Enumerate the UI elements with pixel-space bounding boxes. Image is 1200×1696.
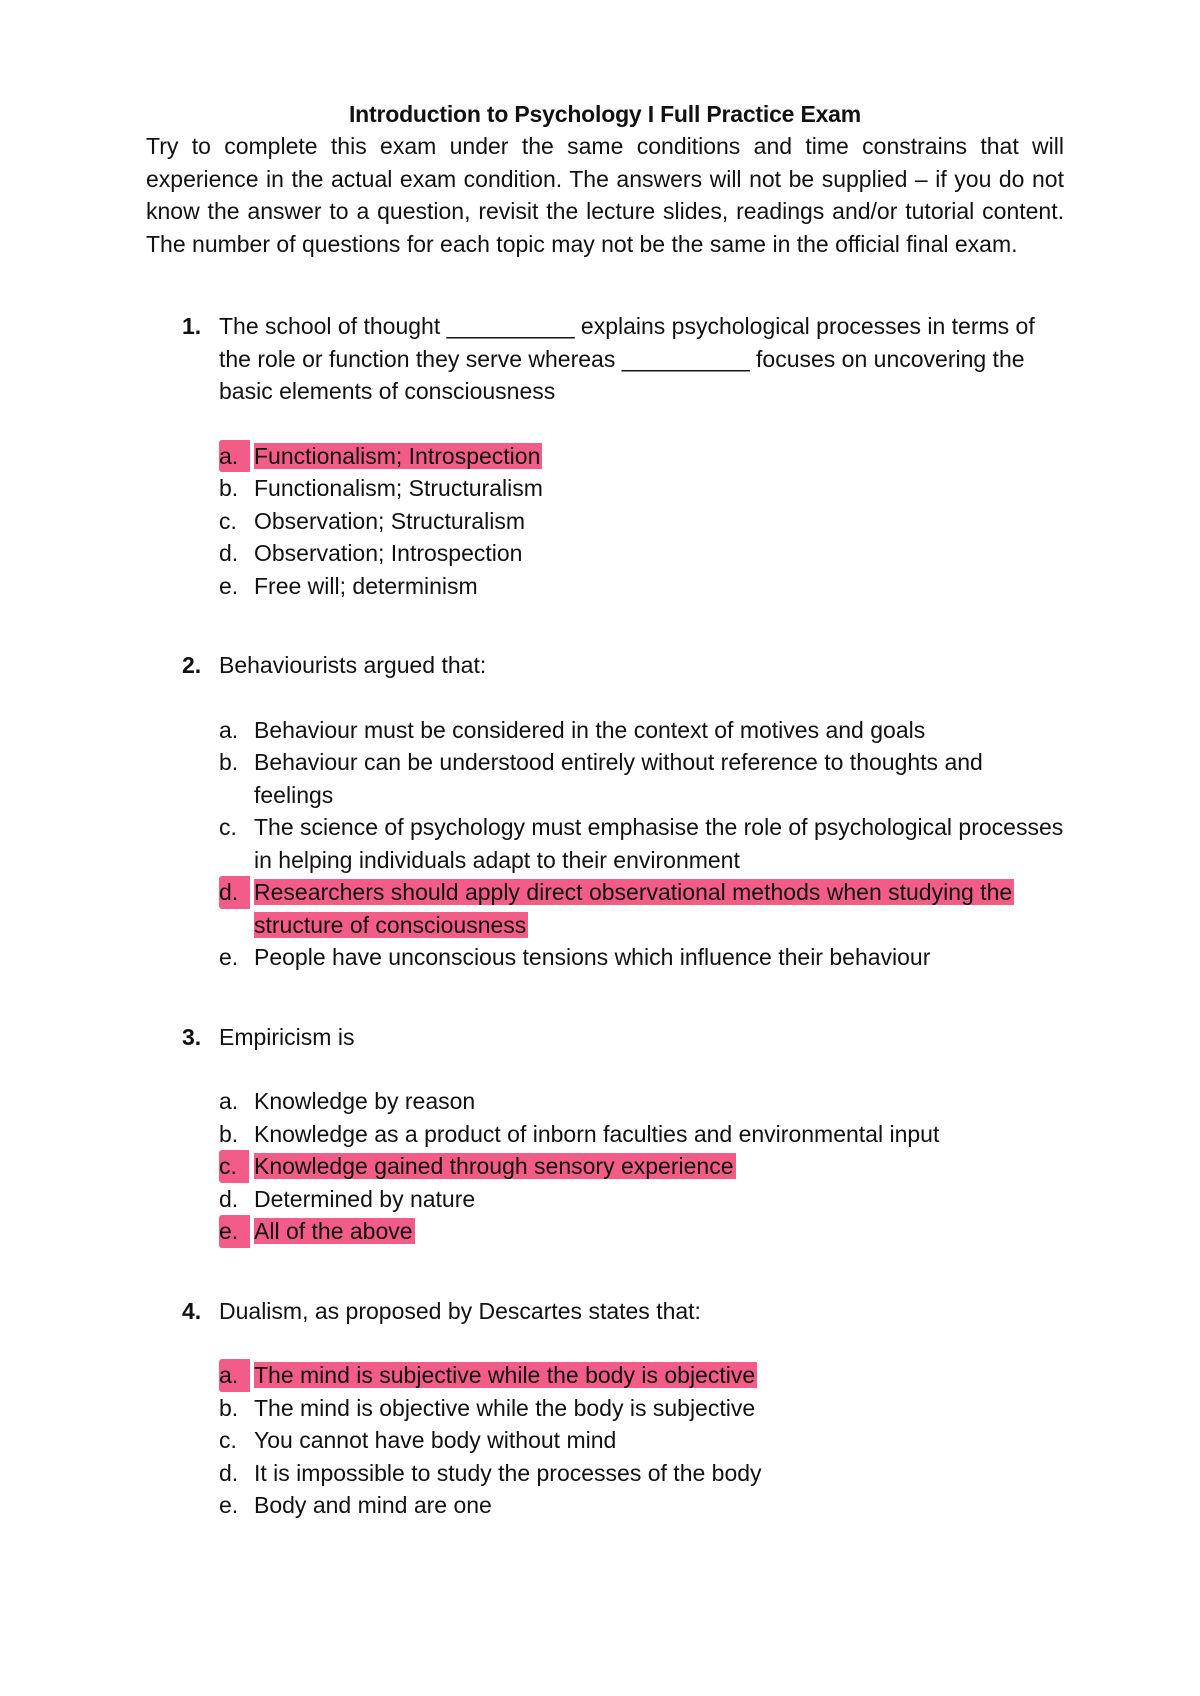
option-text: Knowledge gained through sensory experience [254, 1153, 734, 1179]
question-list [146, 310, 1064, 1522]
option-d [219, 1183, 1064, 1216]
option-text: All of the above [254, 1218, 413, 1244]
option-text: The mind is subjective while the body is objective [254, 1362, 756, 1388]
option-c [219, 505, 1064, 538]
option-list [219, 1085, 1064, 1248]
option-c [219, 811, 1064, 876]
option-list [219, 1359, 1064, 1522]
option-text: The mind is objective while the body is subjective [254, 1394, 756, 1421]
option-letter: b. [219, 1120, 239, 1147]
document-title: Introduction to Psychology I Full Practice Exam [348, 101, 862, 127]
option-letter: c. [219, 814, 237, 840]
option-a [219, 1085, 1064, 1118]
option-letter: e. [219, 1492, 239, 1518]
question-number: 3. [182, 1023, 202, 1050]
option-letter: d. [219, 876, 250, 909]
option-e [219, 570, 1064, 603]
question-4 [146, 1295, 1064, 1522]
option-c-highlighted [219, 1150, 1064, 1183]
intro-paragraph: Try to complete this exam under the same conditions and time constrains that will experience in the actual exam condition. The answers will not be supplied – if you do not know the answer to a question, revisit the lecture slides, readings and/or tutorial content. The number of questions for each topic may not be the same in the official final exam. [146, 133, 1064, 257]
option-text: Knowledge by reason [254, 1088, 476, 1114]
option-text: Free will; determinism [254, 572, 478, 599]
option-d [219, 537, 1064, 570]
option-letter: d. [219, 1459, 239, 1486]
option-letter: a. [219, 1088, 239, 1114]
option-text: Observation; Structuralism [254, 507, 525, 534]
question-number: 4. [182, 1297, 202, 1324]
option-letter: c. [219, 507, 237, 534]
option-list [219, 714, 1064, 974]
option-text: Determined by nature [254, 1185, 476, 1212]
option-e-highlighted [219, 1215, 1064, 1248]
option-d-highlighted [219, 876, 1064, 941]
option-text: Body and mind are one [254, 1492, 492, 1518]
option-b [219, 472, 1064, 505]
option-a-highlighted [219, 1359, 1064, 1392]
option-letter: d. [219, 1185, 239, 1212]
question-number: 2. [182, 652, 202, 678]
question-1 [146, 310, 1064, 602]
option-text: Functionalism; Introspection [254, 442, 541, 469]
option-letter: a. [219, 1359, 250, 1392]
option-c [219, 1424, 1064, 1457]
option-text: It is impossible to study the processes of the body [254, 1459, 762, 1486]
option-text: People have unconscious tensions which influence their behaviour [254, 944, 931, 970]
option-a-highlighted [219, 440, 1064, 473]
option-b [219, 1118, 1064, 1151]
option-d [219, 1457, 1064, 1490]
option-text: You cannot have body without mind [254, 1427, 617, 1453]
option-letter: e. [219, 1215, 250, 1248]
question-text: Behaviourists argued that: [219, 652, 487, 678]
option-a [219, 714, 1064, 747]
option-letter: b. [219, 1394, 239, 1421]
question-number: 1. [182, 313, 202, 339]
option-b [219, 1392, 1064, 1425]
option-text: Functionalism; Structuralism [254, 475, 543, 501]
option-text: Observation; Introspection [254, 540, 523, 566]
option-e [219, 1489, 1064, 1522]
option-letter: b. [219, 475, 239, 501]
question-text: Dualism, as proposed by Descartes states that: [219, 1297, 701, 1324]
option-letter: a. [219, 440, 250, 473]
question-text: The school of thought __________ explains psychological processes in terms of the role or function they serve whereas __________ focuses on uncovering the basic elements of consciousness [219, 313, 1035, 404]
option-text: Behaviour can be understood entirely without reference to thoughts and feelings [254, 749, 983, 808]
option-b [219, 746, 1064, 811]
option-letter: d. [219, 540, 239, 566]
option-letter: c. [219, 1150, 249, 1183]
question-3 [146, 1021, 1064, 1248]
option-list [219, 440, 1064, 603]
question-text: Empiricism is [219, 1023, 355, 1050]
option-text: The science of psychology must emphasise the role of psychological processes in helping individuals adapt to their environment [254, 814, 1064, 873]
option-text: Researchers should apply direct observational methods when studying the structure of consciousness [254, 879, 1013, 938]
option-text: Behaviour must be considered in the context of motives and goals [254, 716, 926, 743]
option-text: Knowledge as a product of inborn faculties and environmental input [254, 1120, 940, 1147]
option-letter: e. [219, 944, 239, 970]
option-letter: b. [219, 749, 239, 775]
option-letter: e. [219, 572, 239, 599]
option-letter: a. [219, 716, 239, 743]
option-letter: c. [219, 1427, 237, 1453]
question-2 [146, 649, 1064, 974]
option-e [219, 941, 1064, 974]
